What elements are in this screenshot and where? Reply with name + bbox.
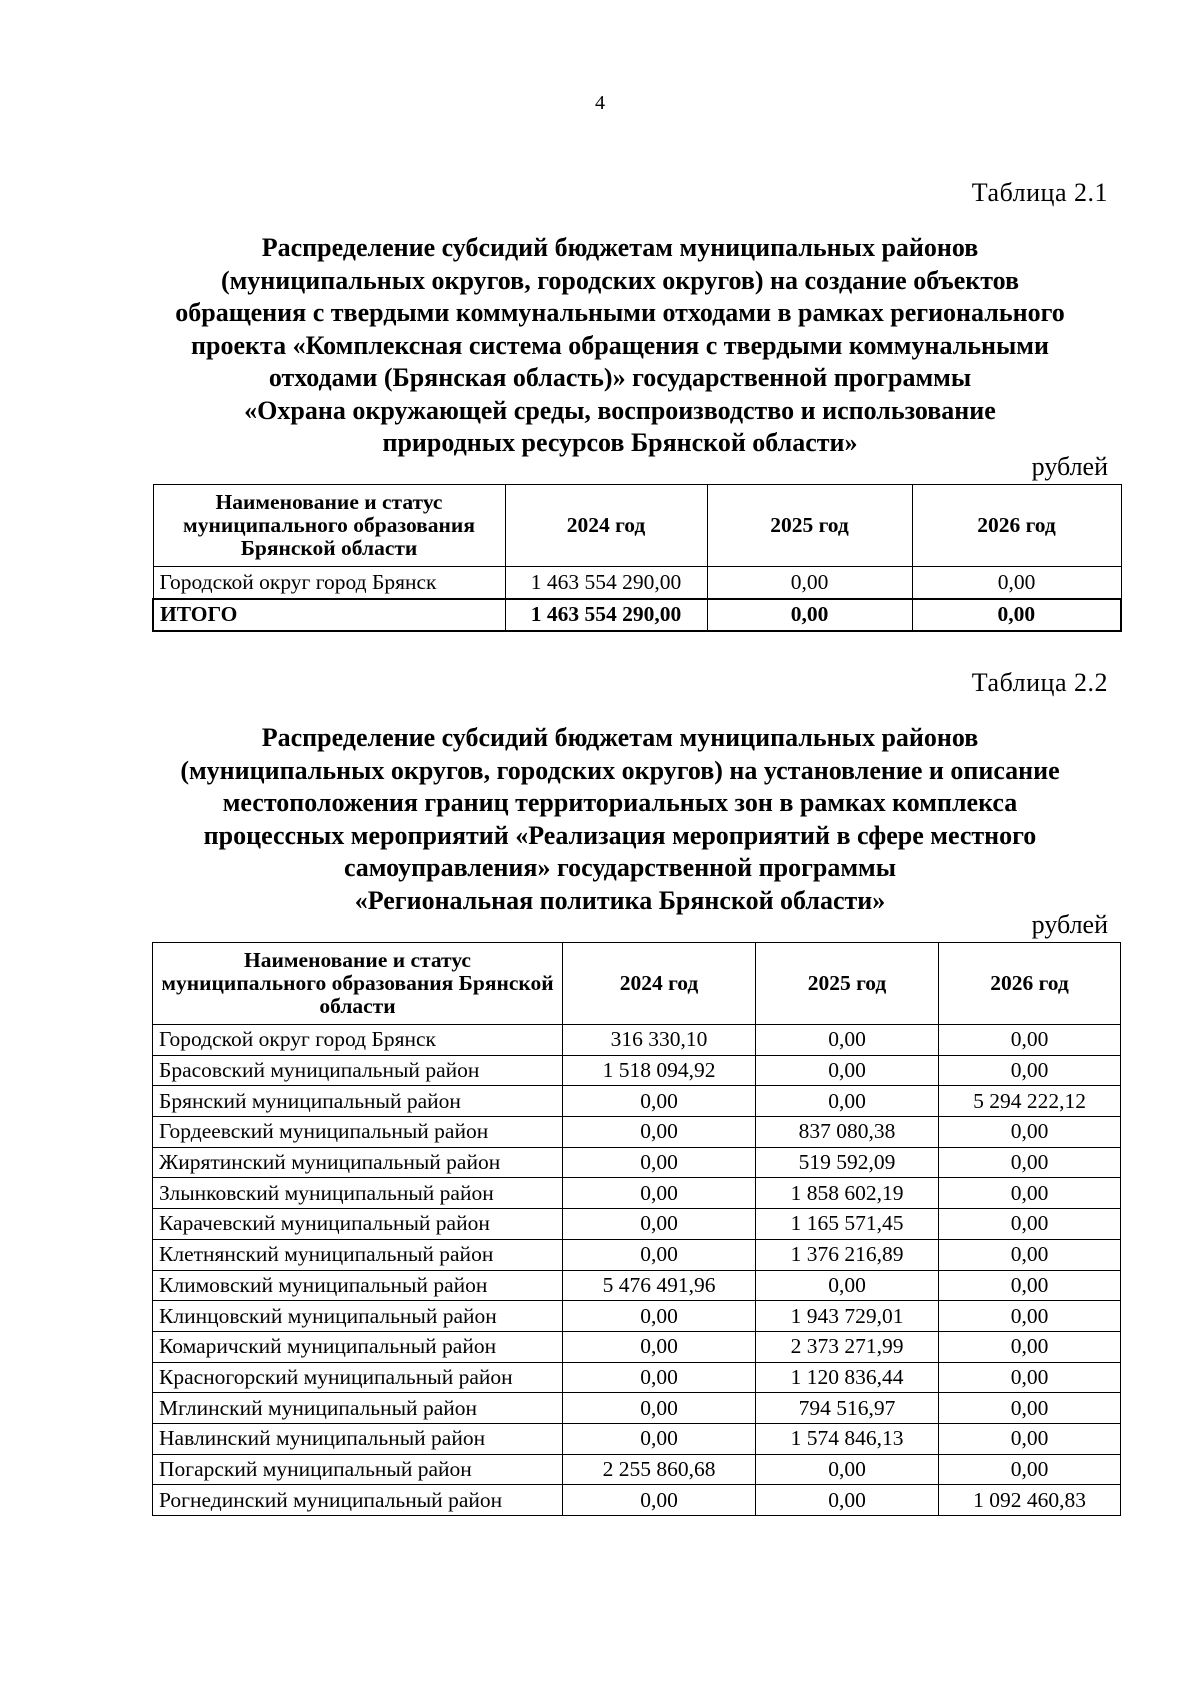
value-2025: 1 574 846,13 <box>756 1423 939 1454</box>
value-2025: 0,00 <box>756 1025 939 1056</box>
value-2024: 0,00 <box>563 1209 756 1240</box>
table-2-2-header-row <box>153 943 1121 1025</box>
value-2024: 0,00 <box>563 1393 756 1424</box>
municipality-name: Рогнединский муниципальный район <box>153 1485 563 1516</box>
value-2025: 0,00 <box>756 1055 939 1086</box>
value-2025: 0,00 <box>756 1270 939 1301</box>
value-2026: 0,00 <box>939 1209 1121 1240</box>
municipality-name: ИТОГО <box>153 599 505 631</box>
value-2024: 0,00 <box>563 1147 756 1178</box>
column-header-2024: 2024 год <box>505 485 707 567</box>
municipality-name: Мглинский муниципальный район <box>153 1393 563 1424</box>
municipality-name: Брянский муниципальный район <box>153 1086 563 1117</box>
value-2025: 1 943 729,01 <box>756 1301 939 1332</box>
municipality-name: Карачевский муниципальный район <box>153 1209 563 1240</box>
value-2025: 0,00 <box>756 1485 939 1516</box>
table-row <box>153 567 1121 599</box>
column-header-2024: 2024 год <box>563 943 756 1025</box>
value-2026: 0,00 <box>939 1025 1121 1056</box>
value-2024: 1 463 554 290,00 <box>505 599 707 631</box>
title-line: Распределение субсидий бюджетам муниципальных районов <box>261 723 979 752</box>
table-row <box>153 1270 1121 1301</box>
table-row <box>153 1117 1121 1148</box>
value-2026: 0,00 <box>939 1147 1121 1178</box>
table-row <box>153 1423 1121 1454</box>
value-2024: 1 463 554 290,00 <box>505 567 707 599</box>
municipality-name: Городской округ город Брянск <box>153 1025 563 1056</box>
table-2-2 <box>152 942 1121 1516</box>
value-2026: 0,00 <box>939 1362 1121 1393</box>
value-2025: 1 120 836,44 <box>756 1362 939 1393</box>
value-2024: 5 476 491,96 <box>563 1270 756 1301</box>
value-2024: 1 518 094,92 <box>563 1055 756 1086</box>
municipality-name: Клетнянский муниципальный район <box>153 1239 563 1270</box>
title-line: обращения с твердыми коммунальными отходами в рамках регионального <box>175 298 1065 327</box>
title-line: Распределение субсидий бюджетам муниципальных районов <box>261 233 979 262</box>
municipality-name: Брасовский муниципальный район <box>153 1055 563 1086</box>
value-2025: 837 080,38 <box>756 1117 939 1148</box>
value-2025: 0,00 <box>756 1086 939 1117</box>
municipality-name: Климовский муниципальный район <box>153 1270 563 1301</box>
value-2025: 1 376 216,89 <box>756 1239 939 1270</box>
municipality-name: Клинцовский муниципальный район <box>153 1301 563 1332</box>
value-2025: 0,00 <box>707 567 912 599</box>
value-2026: 0,00 <box>939 1423 1121 1454</box>
title-line: «Охрана окружающей среды, воспроизводство и использование <box>244 395 996 425</box>
value-2026: 0,00 <box>939 1331 1121 1362</box>
value-2026: 5 294 222,12 <box>939 1086 1121 1117</box>
value-2026: 0,00 <box>939 1301 1121 1332</box>
value-2026: 0,00 <box>939 1393 1121 1424</box>
municipality-name: Навлинский муниципальный район <box>153 1423 563 1454</box>
table-2-2-unit: рублей <box>1031 910 1108 939</box>
page-number: 4 <box>595 92 605 114</box>
table-row <box>153 1025 1121 1056</box>
table-2-2-label: Таблица 2.2 <box>971 668 1108 697</box>
table-row <box>153 1209 1121 1240</box>
value-2024: 0,00 <box>563 1178 756 1209</box>
value-2024: 0,00 <box>563 1331 756 1362</box>
value-2025: 2 373 271,99 <box>756 1331 939 1362</box>
value-2024: 0,00 <box>563 1086 756 1117</box>
value-2024: 0,00 <box>563 1301 756 1332</box>
value-2026: 0,00 <box>939 1454 1121 1485</box>
value-2026: 0,00 <box>912 567 1121 599</box>
value-2025: 1 165 571,45 <box>756 1209 939 1240</box>
value-2025: 794 516,97 <box>756 1393 939 1424</box>
value-2026: 0,00 <box>939 1055 1121 1086</box>
table-row <box>153 1086 1121 1117</box>
municipality-name: Красногорский муниципальный район <box>153 1362 563 1393</box>
municipality-name: Городской округ город Брянск <box>153 567 505 599</box>
table-2-1-unit: рублей <box>1031 452 1108 481</box>
title-line: местоположения границ территориальных зон в рамках комплекса <box>222 788 1018 817</box>
table-row <box>153 1147 1121 1178</box>
value-2026: 0,00 <box>939 1117 1121 1148</box>
column-header-name: Наименование и статус муниципального образования Брянской области <box>153 485 505 567</box>
municipality-name: Жирятинский муниципальный район <box>153 1147 563 1178</box>
title-line: самоуправления» государственной программы <box>343 853 897 882</box>
value-2024: 0,00 <box>563 1485 756 1516</box>
title-line: проекта «Комплексная система обращения с твердыми коммунальными <box>191 330 1049 360</box>
table-row <box>153 1485 1121 1516</box>
value-2025: 519 592,09 <box>756 1147 939 1178</box>
title-line: «Региональная политика Брянской области» <box>354 885 886 915</box>
value-2026: 0,00 <box>939 1239 1121 1270</box>
table-2-1-label: Таблица 2.1 <box>971 178 1108 207</box>
column-header-name: Наименование и статус муниципального образования Брянской области <box>153 943 563 1025</box>
value-2026: 1 092 460,83 <box>939 1485 1121 1516</box>
table-2-1 <box>152 484 1122 632</box>
total-row <box>153 599 1121 631</box>
title-line: процессных мероприятий «Реализация мероприятий в сфере местного <box>203 820 1037 850</box>
table-row <box>153 1178 1121 1209</box>
value-2026: 0,00 <box>939 1270 1121 1301</box>
title-line: (муниципальных округов, городских округов) на установление и описание <box>180 755 1060 785</box>
column-header-2025: 2025 год <box>756 943 939 1025</box>
table-row <box>153 1454 1121 1485</box>
table-2-1-header-row <box>153 485 1121 567</box>
column-header-2025: 2025 год <box>707 485 912 567</box>
value-2026: 0,00 <box>939 1178 1121 1209</box>
table-row <box>153 1362 1121 1393</box>
value-2024: 316 330,10 <box>563 1025 756 1056</box>
table-row <box>153 1055 1121 1086</box>
table-2-2-title <box>130 722 1110 917</box>
value-2025: 1 858 602,19 <box>756 1178 939 1209</box>
value-2024: 0,00 <box>563 1362 756 1393</box>
value-2025: 0,00 <box>707 599 912 631</box>
value-2025: 0,00 <box>756 1454 939 1485</box>
title-line: (муниципальных округов, городских округов) на создание объектов <box>220 265 1020 295</box>
column-header-2026: 2026 год <box>939 943 1121 1025</box>
table-row <box>153 1331 1121 1362</box>
value-2024: 0,00 <box>563 1423 756 1454</box>
value-2026: 0,00 <box>912 599 1121 631</box>
value-2024: 0,00 <box>563 1117 756 1148</box>
title-line: природных ресурсов Брянской области» <box>382 428 858 457</box>
table-row <box>153 1393 1121 1424</box>
column-header-2026: 2026 год <box>912 485 1121 567</box>
value-2024: 0,00 <box>563 1239 756 1270</box>
table-row <box>153 1239 1121 1270</box>
table-2-1-title <box>130 232 1110 460</box>
title-line: отходами (Брянская область)» государственной программы <box>268 363 972 392</box>
value-2024: 2 255 860,68 <box>563 1454 756 1485</box>
municipality-name: Погарский муниципальный район <box>153 1454 563 1485</box>
municipality-name: Злынковский муниципальный район <box>153 1178 563 1209</box>
table-row <box>153 1301 1121 1332</box>
municipality-name: Гордеевский муниципальный район <box>153 1117 563 1148</box>
municipality-name: Комаричский муниципальный район <box>153 1331 563 1362</box>
